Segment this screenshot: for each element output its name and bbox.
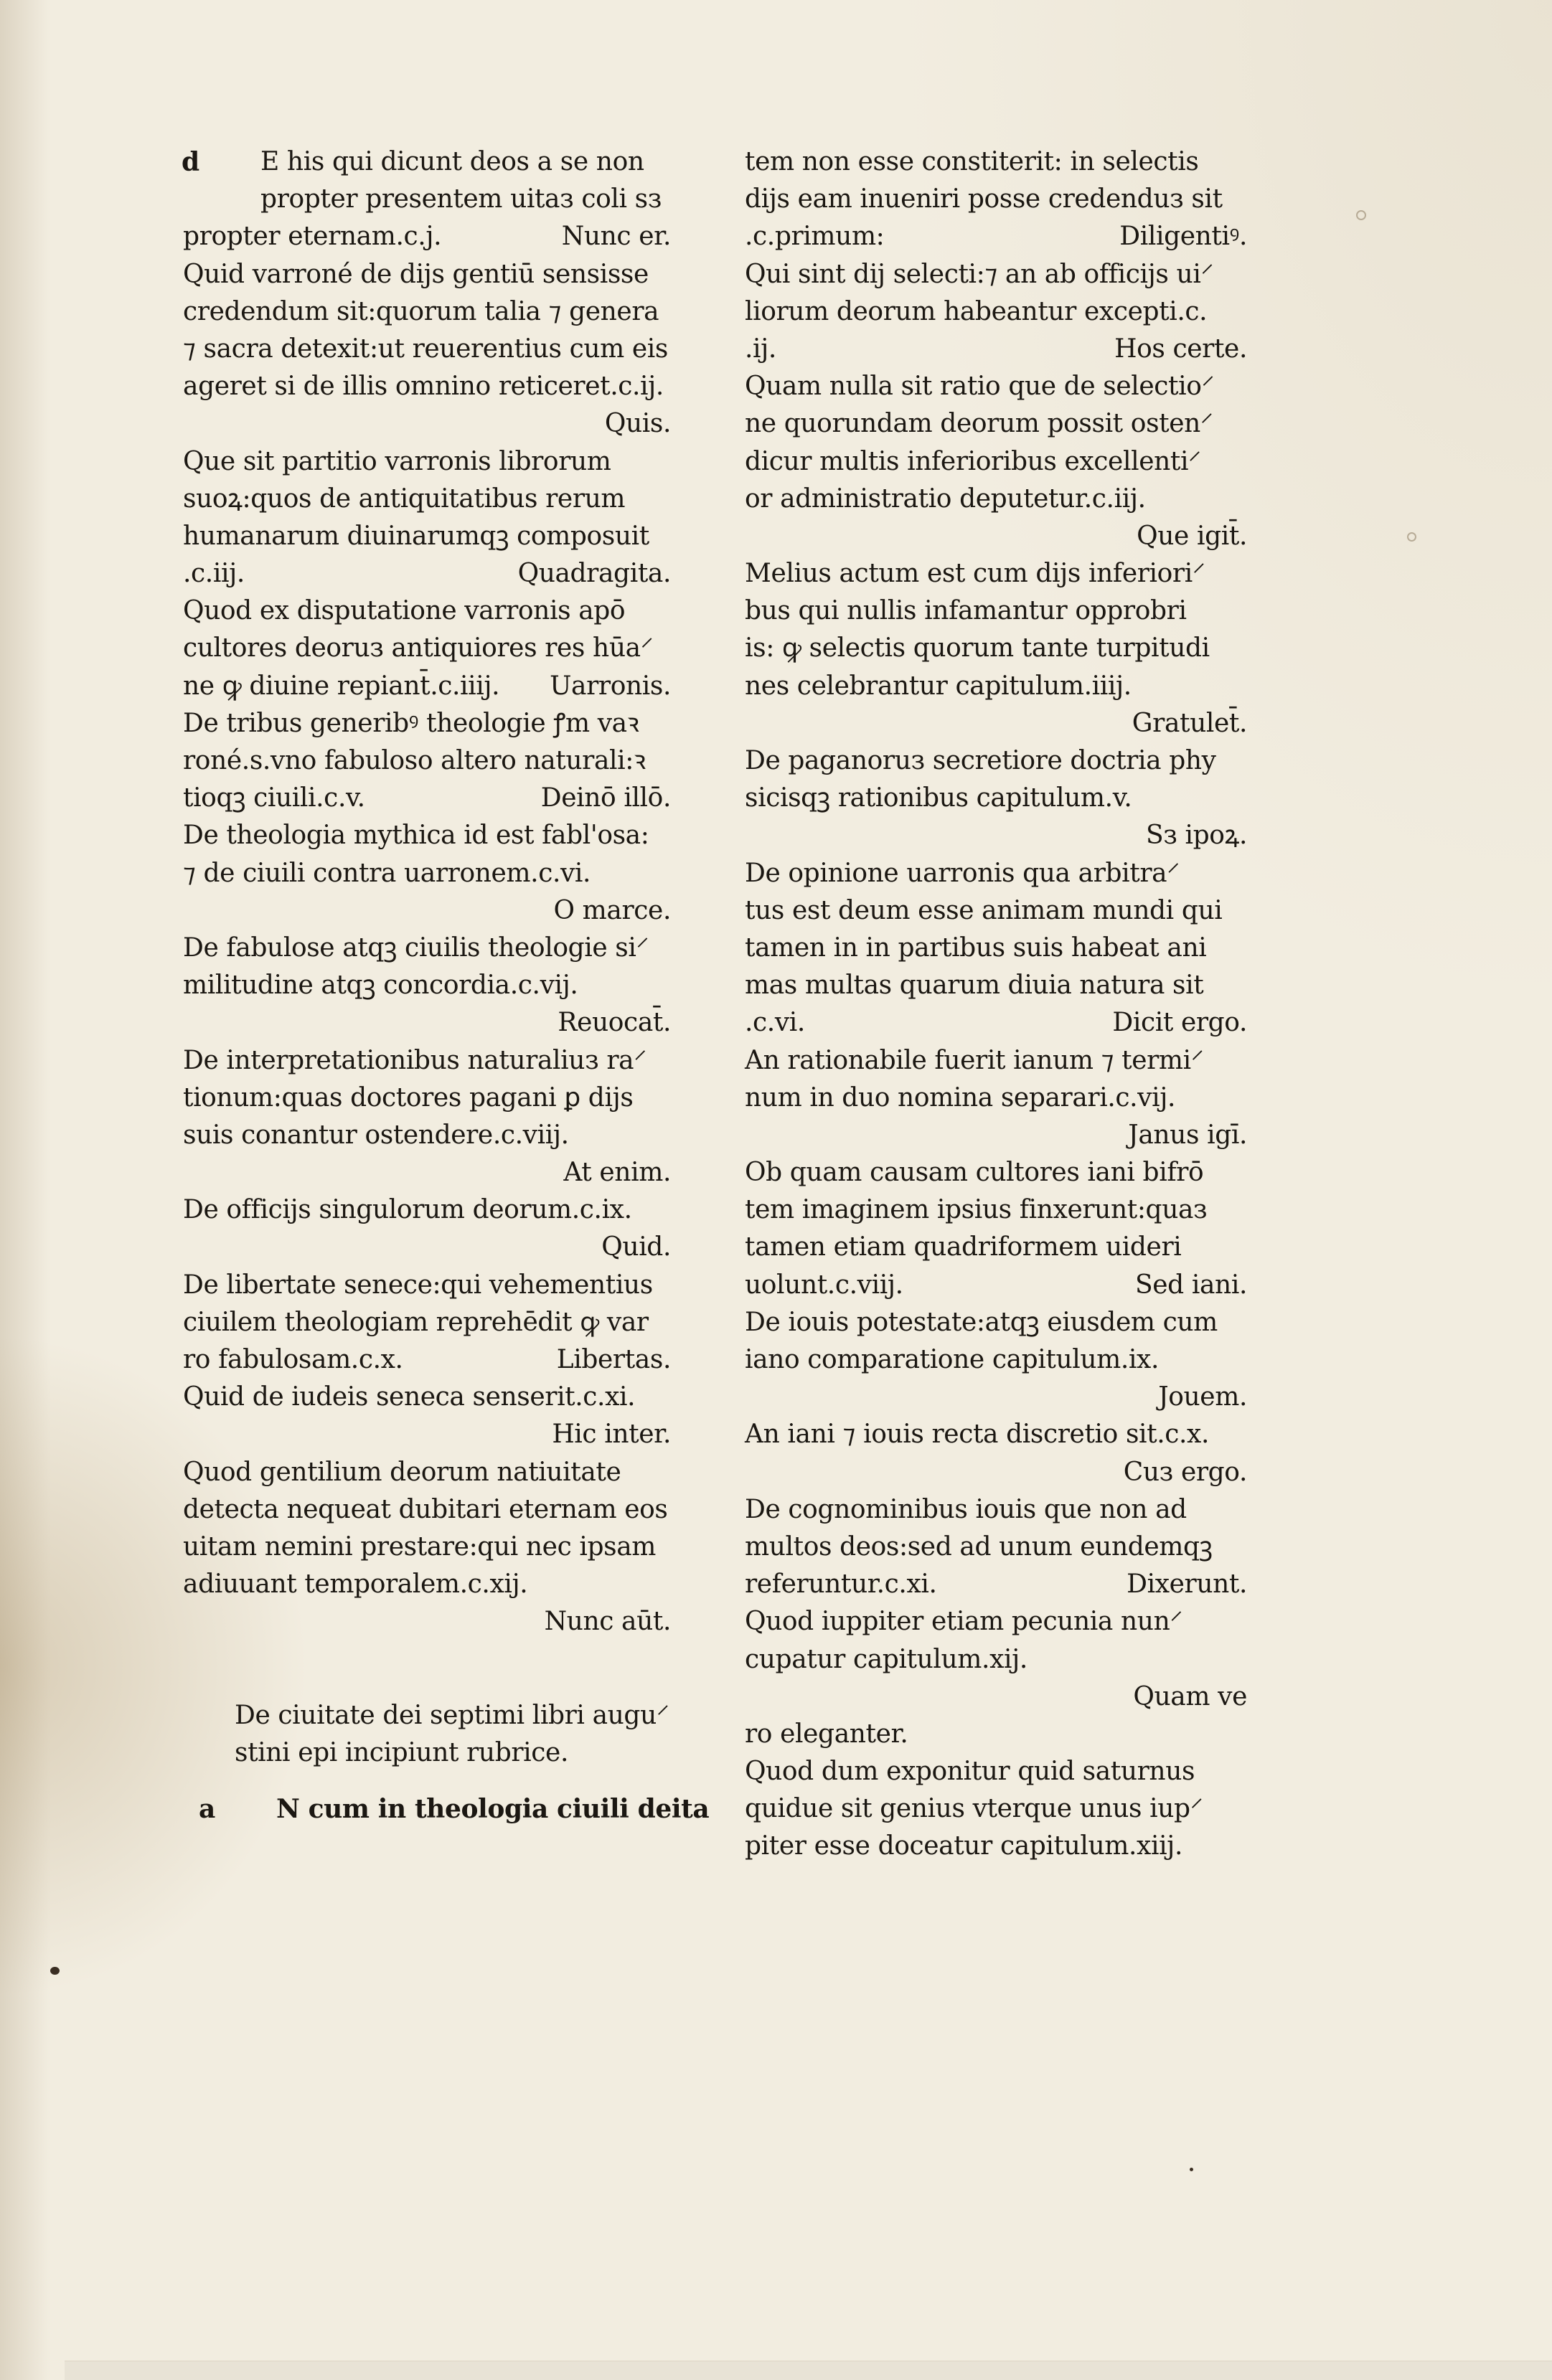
rubric-text: dicur multis inferioribus excellenti⸍ [745,446,1201,476]
rubric-line [183,668,671,705]
rubric-text: tamen in in partibus suis habeat ani [745,932,1207,963]
rubric-line [745,1080,1247,1117]
spacer [183,1772,671,1790]
rubric-text: De opinione uarronis qua arbitra⸍ [745,858,1180,888]
rubric-text: tem imaginem ipsius finxerunt:quaз [745,1195,1208,1225]
rubric-text: ne ꝙ diuine repiant̄.c.iiij. [183,671,500,701]
rubric-line [745,331,1247,368]
rubric-line [745,1828,1247,1865]
rubric-line [183,443,671,481]
rubric-text: uitam nemini prestare:qui nec ipsam [183,1531,657,1562]
rubric-text: Quid de iudeis seneca senserit.c.xi. [183,1382,636,1412]
incipit-line [183,1790,710,1828]
rubric-line [183,817,671,854]
rubric-line [745,1678,1247,1716]
incipit-catchword: Uarronis. [550,671,671,701]
rubric-text: An rationabile fuerit ianum ⁊ termi⸍ [745,1045,1204,1075]
rubric-line [183,855,671,892]
rubric-line [183,1004,671,1042]
rubric-text: suis conantur ostendere.c.viij. [183,1120,569,1150]
rubric-line [183,1191,671,1229]
ink-speck [1190,2168,1193,2171]
rubric-text: bus qui nullis infamantur opprobri [745,596,1187,626]
rubric-text: ro fabulosam.c.x. [183,1345,403,1374]
incipit-catchword: Libertas. [556,1345,671,1374]
guide-letter: a [199,1793,215,1824]
guide-letter: d [182,147,199,177]
rubric-text: tus est deum esse animam mundi qui [745,895,1223,925]
incipit-catchword: Quid. [601,1232,671,1262]
rubric-text: uolunt.c.viij. [745,1270,903,1300]
rubric-text: sicisqꝫ rationibus capitulum.v. [745,783,1132,813]
rubric-text: Quam nulla sit ratio que de selectio⸍ [745,372,1215,402]
rubric-line [183,1566,671,1603]
rubric-text: .c.primum: [745,222,885,252]
rubric-line [183,930,671,967]
paper-speck [1407,532,1416,542]
rubric-line [183,1117,671,1154]
rubric-line [745,930,1247,967]
rubric-text: ⁊ de ciuili contra uarronem.c.vi. [183,858,591,888]
rubric-line [745,705,1247,742]
rubric-text: cultores deoruз antiquiores res hūa⸍ [183,633,654,664]
rubric-text: nes celebrantur capitulum.iiij. [745,671,1132,701]
rubric-line [745,1603,1247,1640]
rubric-line [745,1529,1247,1566]
incipit-catchword: Hic inter. [552,1420,671,1450]
rubric-text: E his qui dicunt deos a se non [260,147,644,176]
rubric-text: Quod gentilium deorum natiuitate [183,1457,621,1487]
rubric-text: militudine atqꝫ concordia.c.vij. [183,971,578,1001]
paper-speck [1356,210,1366,220]
rubric-text: iano comparatione capitulum.ix. [745,1345,1159,1374]
incipit-catchword: Deinō illō. [540,783,671,813]
rubric-line [745,1117,1247,1154]
rubric-line [745,668,1247,705]
ink-speck [50,1967,60,1975]
closing-rubric-line [183,1697,671,1734]
rubric-line [183,1154,671,1191]
rubric-line [745,1416,1247,1453]
rubric-text: ne quorundam deorum possit osten⸍ [745,409,1213,439]
rubric-line [745,143,1247,181]
rubric-line [183,1229,671,1266]
rubric-text: ageret si de illis omnino reticeret.c.ij. [183,372,664,402]
rubric-line [745,1191,1247,1229]
rubric-text: detecta nequeat dubitari eternam eos [183,1494,668,1524]
incipit-catchword: Quam ve [1133,1681,1247,1711]
rubric-text: De cognominibus iouis que non ad [745,1494,1187,1524]
spacer [183,1678,671,1697]
spacer [183,1641,671,1678]
rubric-line [745,256,1247,293]
rubric-text: .c.vi. [745,1008,805,1038]
incipit-catchword: Jouem. [1158,1382,1247,1412]
rubric-line [183,143,671,181]
rubric-line [745,1229,1247,1266]
rubric-line [745,293,1247,331]
incipit-text: N cum in theologia ciuili deita [276,1793,710,1824]
rubric-text: Quod ex disputatione varronis apō [183,596,626,626]
rubric-line [183,705,671,742]
rubric-text: credendum sit:quorum talia ⁊ genera [183,296,659,326]
rubric-line [745,181,1247,218]
rubric-line [183,1491,671,1529]
incipit-catchword: Que igit̄. [1137,521,1247,551]
rubric-line [745,855,1247,892]
rubric-text: referuntur.c.xi. [745,1569,937,1600]
rubric-line [183,742,671,780]
rubric-line [745,1454,1247,1491]
rubric-text: De fabulose atqꝫ ciuilis theologie si⸍ [183,932,649,963]
right-column-lines [745,143,1247,1866]
rubric-line [745,780,1247,817]
incipit-catchword: Reuocat̄. [558,1008,671,1038]
rubric-text: Qui sint dij selecti:⁊ an ab officijs ui⸍ [745,259,1214,289]
rubric-line [183,518,671,555]
rubric-text: propter presentem uitaз coli sз [260,184,662,214]
rubric-text: Quod iuppiter etiam pecunia nun⸍ [745,1607,1182,1637]
incipit-catchword: Nunc er. [561,222,671,252]
rubric-text: propter eternam.c.j. [183,222,442,252]
rubric-line [183,967,671,1004]
rubric-text: cupatur capitulum.xij. [745,1644,1027,1674]
rubric-text: De officijs singulorum deorum.c.ix. [183,1195,632,1225]
rubric-text: tioqꝫ ciuili.c.v. [183,783,365,813]
rubric-line [745,1491,1247,1529]
closing-rubric-line [183,1734,671,1772]
rubric-line [745,218,1247,255]
closing-rubric-text: De ciuitate dei septimi libri augu⸍ [235,1700,669,1730]
rubric-line [745,518,1247,555]
rubric-text: tamen etiam quadriformem uideri [745,1232,1182,1262]
rubric-line [183,1379,671,1416]
rubric-text: is: ꝙ selectis quorum tante turpitudi [745,633,1210,664]
incipit-catchword: Dicit ergo. [1112,1008,1247,1038]
rubric-text: quidue sit genius vterque unus iup⸍ [745,1794,1203,1824]
rubric-text: ⁊ sacra detexit:ut reuerentius cum eis [183,334,668,364]
rubric-line [183,1454,671,1491]
rubric-line [745,555,1247,592]
incipit-catchword: Hos certe. [1114,334,1247,364]
incipit-catchword: At enim. [563,1158,671,1188]
rubric-line [183,1304,671,1341]
rubric-text: Melius actum est cum dijs inferiori⸍ [745,559,1205,589]
rubric-text: dijs eam inueniri posse credenduз sit [745,184,1223,214]
rubric-line [183,481,671,518]
incipit-catchword: Diligentiꝰ. [1119,222,1247,252]
rubric-line [745,892,1247,930]
rubric-line [183,1042,671,1080]
rubric-text: mas multas quarum diuia natura sit [745,971,1204,1001]
rubric-line [183,181,671,218]
rubric-text: multos deos:sed ad unum eundemqꝫ [745,1531,1213,1562]
incipit-catchword: Cuз ergo. [1123,1457,1247,1487]
rubric-line [745,1716,1247,1753]
rubric-line [745,368,1247,405]
rubric-text: De tribus generibꝰ theologie ꝭm vaꝛ [183,708,639,738]
rubric-text: Quid varroné de dijs gentiū sensisse [183,259,649,289]
incipit-catchword: Sed iani. [1135,1270,1247,1300]
rubric-line [745,1641,1247,1678]
rubric-text: humanarum diuinarumqꝫ composuit [183,521,649,551]
rubric-line [745,1154,1247,1191]
rubric-text: Ob quam causam cultores iani bifrō [745,1158,1204,1188]
rubric-line [183,331,671,368]
rubric-text: Que sit partitio varronis librorum [183,446,611,476]
rubric-line [745,405,1247,443]
rubric-text: adiuuant temporalem.c.xij. [183,1569,528,1600]
rubric-line [745,1341,1247,1379]
rubric-line [183,1267,671,1304]
rubric-line [745,630,1247,667]
rubric-line [745,1379,1247,1416]
rubric-text: De theologia mythica id est fabl'osa: [183,821,649,851]
rubric-line [183,256,671,293]
left-column [182,143,710,1828]
rubric-line [183,555,671,592]
rubric-text: De interpretationibus naturaliuз ra⸍ [183,1045,646,1075]
incipit-catchword: Gratulet̄. [1132,708,1247,738]
rubric-line [183,218,671,255]
rubric-line [745,481,1247,518]
rubric-text: De libertate senece:qui vehementius [183,1270,653,1300]
rubric-text: ro eleganter. [745,1719,908,1749]
rubric-text: tionum:quas doctores pagani ꝑ dijs [183,1082,634,1113]
rubric-line [745,592,1247,630]
rubric-line [745,817,1247,854]
rubric-line [745,742,1247,780]
rubric-line [745,1753,1247,1790]
incipit-catchword: O marce. [553,895,671,925]
rubric-text: .c.iij. [183,559,245,589]
rubric-line [745,1790,1247,1828]
rubric-line [183,892,671,930]
incipit-catchword: Quis. [604,409,671,439]
rubric-line [183,1416,671,1453]
rubric-line [183,592,671,630]
rubric-line [183,1529,671,1566]
rubric-text: .ij. [745,334,776,364]
rubric-line [183,368,671,405]
rubric-text: Quod dum exponitur quid saturnus [745,1757,1195,1787]
rubric-text: num in duo nomina separari.c.vij. [745,1082,1176,1113]
rubric-line [183,293,671,331]
closing-rubric-text: stini epi incipiunt rubrice. [235,1737,568,1767]
right-column [745,143,1247,1866]
rubric-line [745,1042,1247,1080]
rubric-text: De paganoruз secretiore doctria phy [745,746,1216,775]
rubric-line [183,1080,671,1117]
rubric-text: piter esse doceatur capitulum.xiij. [745,1831,1182,1861]
incipit-catchword: Janus igī. [1128,1120,1247,1150]
rubric-line [745,1304,1247,1341]
rubric-text: or administratio deputetur.c.iij. [745,483,1146,514]
rubric-text: roné.s.vno fabuloso altero naturali:ꝛ [183,746,646,775]
rubric-line [183,1603,671,1640]
rubric-line [745,443,1247,481]
rubric-text: liorum deorum habeantur excepti.c. [745,296,1208,326]
rubric-line [183,1341,671,1379]
rubric-line [183,630,671,667]
rubric-text: suoꝝ:quos de antiquitatibus rerum [183,483,626,514]
incipit-catchword: Dixerunt. [1127,1569,1247,1600]
rubric-line [745,1004,1247,1042]
rubric-text: ciuilem theologiam reprehēdit ꝙ var [183,1307,649,1337]
rubric-text: De iouis potestate:atqꝫ eiusdem cum [745,1307,1218,1337]
rubric-line [745,967,1247,1004]
incipit-catchword: Quadragita. [517,559,671,589]
incipit-catchword: Sз ipoꝝ. [1145,821,1247,851]
scan-border [65,2361,1552,2380]
rubric-line [183,780,671,817]
rubric-line [745,1566,1247,1603]
incipit-catchword: Nunc aūt. [544,1607,671,1637]
rubric-text: tem non esse constiterit: in selectis [745,147,1199,176]
left-column-lines [183,143,671,1641]
rubric-line [183,405,671,443]
rubric-text: An iani ⁊ iouis recta discretio sit.c.x. [745,1420,1209,1450]
rubric-line [745,1267,1247,1304]
